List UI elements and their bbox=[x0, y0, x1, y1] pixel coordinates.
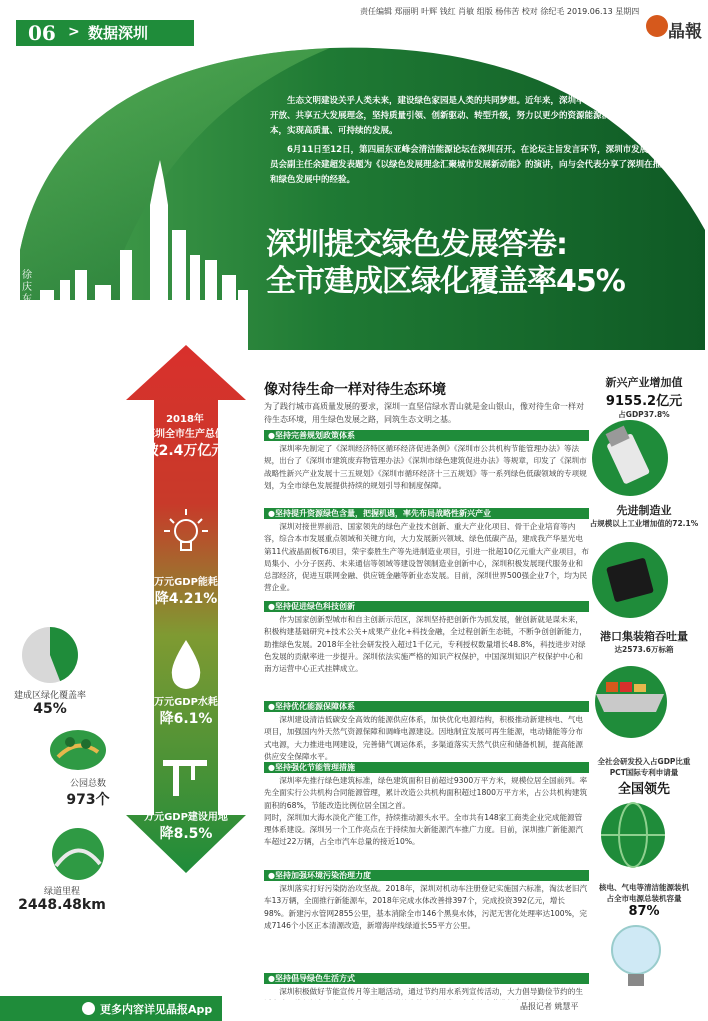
intro-text bbox=[270, 94, 688, 192]
gdp-stat bbox=[140, 410, 230, 460]
gdp-year: 2018年 bbox=[166, 414, 204, 425]
section-heading: ●坚持加强环境污染治理力度 bbox=[268, 871, 371, 880]
rd-stat-value: 全国领先 bbox=[617, 782, 670, 797]
energy-stat bbox=[141, 573, 231, 608]
greenway-icon bbox=[50, 826, 106, 882]
headline bbox=[266, 226, 625, 300]
chip-icon bbox=[590, 540, 670, 620]
intro-paragraph: 生态文明建设关乎人类未来，建设绿色家园是人类的共同梦想。近年来，深圳牢固树立创新、协调、绿色、开放、共享五大发展理念，坚持质量引领、创新驱动、转型升级，努力以更少的资源能源消耗和更低的环境成本，实现高质量、可持续的发展。 bbox=[270, 96, 687, 136]
parks-stat-label: 公园总数 bbox=[69, 779, 106, 789]
headline-line1: 深圳提交绿色发展答卷: bbox=[266, 227, 567, 262]
article-title: 像对待生命一样对待生态环境 bbox=[264, 382, 446, 398]
lightbulb-globe-icon bbox=[606, 922, 666, 992]
container-ship-icon bbox=[586, 660, 676, 740]
clean-energy-sub: 占全市电源总装机容量 bbox=[606, 894, 682, 903]
globe-icon bbox=[598, 800, 668, 870]
port-stat-sub: 达2573.6万标箱 bbox=[614, 645, 674, 654]
editor-meta: 责任编辑 郑丽明 叶辉 钱红 肖敏 组版 杨伟苦 校对 徐纪毛 2019.06.13 星期四 bbox=[360, 7, 640, 16]
water-stat-value: 降6.1% bbox=[159, 711, 213, 727]
section-heading: ●坚持促进绿色科技创新 bbox=[268, 602, 355, 611]
greenway-stat-value: 2448.48km bbox=[18, 897, 106, 913]
water-stat bbox=[141, 693, 231, 728]
greening-stat-value: 45% bbox=[33, 701, 67, 717]
section-body: 深圳积极做好节能宣传月等主题活动，通过节约用水系列宣传活动，大力倡导勤俭节约的生 bbox=[279, 987, 583, 996]
emerging-industry-value: 9155.2亿元 bbox=[605, 394, 683, 409]
app-promo-link[interactable]: 更多内容详见晶报App bbox=[100, 1003, 213, 1016]
land-stat bbox=[141, 808, 231, 843]
section-heading: ●坚持提升资源绿色含量，把握机遇，率先布局战略性新兴产业 bbox=[268, 509, 491, 518]
energy-stat-value: 降4.21% bbox=[154, 591, 218, 607]
parks-stat bbox=[38, 776, 138, 809]
greening-pie-icon bbox=[20, 625, 80, 685]
greening-stat-label: 建成区绿化覆盖率 bbox=[13, 691, 86, 701]
rd-stat bbox=[588, 756, 700, 797]
gdp-label: 深圳全市生产总值 bbox=[145, 429, 225, 440]
water-stat-label: 万元GDP水耗 bbox=[154, 697, 218, 708]
land-stat-label: 万元GDP建设用地 bbox=[144, 812, 228, 823]
section-body: 深圳落实打好污染防治攻坚战。2018年，深圳对机动车注册登记实施国六标准，淘汰老旧汽车13万辆，全面推行新能源车，2018年完成水体改善排397个，完成投资392亿元，增长98%。新建污水管网2855公里，基本消除全市146个黑臭水体，污泥无害化处理率达100%，完成7146个小区正本清源改造，新增海岸线绿道长55平方公里。 bbox=[264, 884, 588, 930]
greening-stat bbox=[0, 688, 100, 717]
greenway-stat-label: 绿道里程 bbox=[43, 887, 80, 897]
section-body: 深圳率先推行绿色建筑标准，绿色建筑面积目前超过9300万平方米，规模位居全国前列。率先全面实行公共机构合同能源管理，累计改造公共机构面积超过1800万平方米，占公共机构建筑面积的68%，节能改造比例位居全国之首。 同时，深圳加大海水淡化产能工作，持续推动源头水平。全市共有148家工商类企业完成能源管理体系建设。深圳另一个工作亮点在于持续加大新能源汽车推广力度。目前，深圳推广新能源汽车超过22万辆，占全市汽车总量的接近10%。 bbox=[264, 776, 588, 847]
energy-stat-label: 万元GDP能耗 bbox=[154, 577, 218, 588]
port-stat-title: 港口集装箱吞吐量 bbox=[600, 630, 688, 643]
clean-energy-title: 核电、气电等清洁能源装机 bbox=[599, 883, 689, 892]
rd-stat-title: 全社会研发投入占GDP比重 bbox=[597, 757, 691, 766]
section-heading: ●坚持倡导绿色生活方式 bbox=[268, 974, 355, 983]
section-heading: ●坚持强化节能管理措施 bbox=[268, 763, 355, 772]
advanced-manufacturing-sub: 占规模以上工业增加值的72.1% bbox=[589, 519, 699, 528]
port-stat bbox=[588, 628, 700, 655]
section-heading: ●坚持完善规划政策体系 bbox=[268, 431, 355, 440]
section-body: 深圳建设清洁低碳安全高效的能源供应体系，加快优化电源结构，积极推动新建核电、气电项目，加强国内外天然气资源保障和调峰电源建设。因地制宜发展可再生能源，电动储能等分布式电源，大力推进电网建设，完善储气调运体系，多渠道落实天然气供应和储备机制，提高能源供应安全保障水平。 bbox=[264, 715, 583, 761]
intro-paragraph: 6月11日至12日，第四届东亚峰会清洁能源论坛在深圳召开。在论坛主旨发言环节，深圳市发展和改革委员会副主任余建超发表题为《以绿色发展理念汇聚城市发展新动能》的演讲，向与会代表分享了深圳在推进城市和绿色发展中的经验。 bbox=[270, 145, 687, 185]
article-lead: 为了践行城市高质量发展的要求，深圳一直坚信绿水青山就是金山银山，像对待生命一样对待生态环境，用生绿色发展之路，同筑生态文明之基。 bbox=[264, 402, 584, 424]
photo-credit: 徐庆东 制图 bbox=[22, 270, 32, 329]
emerging-industry-stat bbox=[588, 374, 700, 420]
byline: 晶报记者 姚慧平 bbox=[520, 1002, 579, 1011]
advanced-manufacturing-title: 先进制造业 bbox=[616, 504, 672, 517]
section-body: 作为国家创新型城市和自主创新示范区，深圳坚持把创新作为抓发展，催创新就是谋未来，积极构建基础研究+技术公关+成果产业化+科技金融，全过程创新生态链，不断争创创新能力，助推绿色发展。2018年全社会研发投入超过1千亿元，专利授权数量增长48.8%，科技进步对绿色发展的贡献率进一步提升。深圳依法实施严格的知识产权保护，中国深圳知识产权保护中心和南方运营中心正式挂牌成立。 bbox=[264, 615, 587, 674]
usb-drive-icon bbox=[590, 418, 670, 498]
rd-stat-sub: PCT国际专利申请量 bbox=[609, 768, 679, 777]
newspaper-logo-text: 晶報 bbox=[668, 22, 702, 42]
gdp-value: 破2.4万亿元 bbox=[144, 443, 226, 459]
land-stat-value: 降8.5% bbox=[159, 826, 213, 842]
section-body: 深圳率先制定了《深圳经济特区循环经济促进条例》《深圳市公共机构节能管理办法》等法规，出台了《深圳市建筑废弃物管理办法》《深圳市绿色建筑促进办法》等规章，印发了《深圳市战略性新兴产业发展十三五规划》《深圳市循环经济十三五规划》等一系列绿色低碳领域的专项规划，为全市绿色发展提供持续的规划引导和制度保障。 bbox=[264, 444, 587, 490]
newspaper-logo-icon bbox=[646, 15, 668, 37]
clean-energy-stat bbox=[588, 882, 700, 919]
greenway-stat bbox=[12, 884, 112, 913]
section-heading: ●坚持优化能源保障体系 bbox=[268, 702, 355, 711]
emerging-industry-sub: 占GDP37.8% bbox=[618, 410, 670, 419]
clean-energy-value: 87% bbox=[628, 904, 660, 919]
parks-stat-value: 973个 bbox=[66, 792, 110, 808]
section-title: 数据深圳 bbox=[88, 24, 149, 42]
advanced-manufacturing-stat bbox=[588, 502, 700, 529]
section-body: 深圳对接世界前沿、国家领先的绿色产业技术创新、重大产业化项目、骨干企业培育等内容，综合本市发展重点领域和关键方向，大力发展新兴领域、绿色低碳产品，建成我产华星光电第11代液晶面板T6项目，荣宇泰胜生产等先进制造业项目，引进一批超10亿元重大产业项目，布局集小、小分子医药、未来通信等领域等建设智领制造业创新中心，深圳积极发展现代服务业和总部经济，促进互联网金融、供应链金融等新业态发展。目前，深圳世界500强企业7个，均为民营企业。 bbox=[264, 522, 589, 593]
page-number: 06 bbox=[28, 21, 56, 45]
arrow-right-icon bbox=[82, 1002, 95, 1015]
emerging-industry-title: 新兴产业增加值 bbox=[605, 376, 683, 389]
park-icon bbox=[48, 722, 108, 772]
headline-line2: 全市建成区绿化覆盖率45% bbox=[266, 264, 625, 299]
chevron-right-icon: > bbox=[68, 24, 80, 40]
